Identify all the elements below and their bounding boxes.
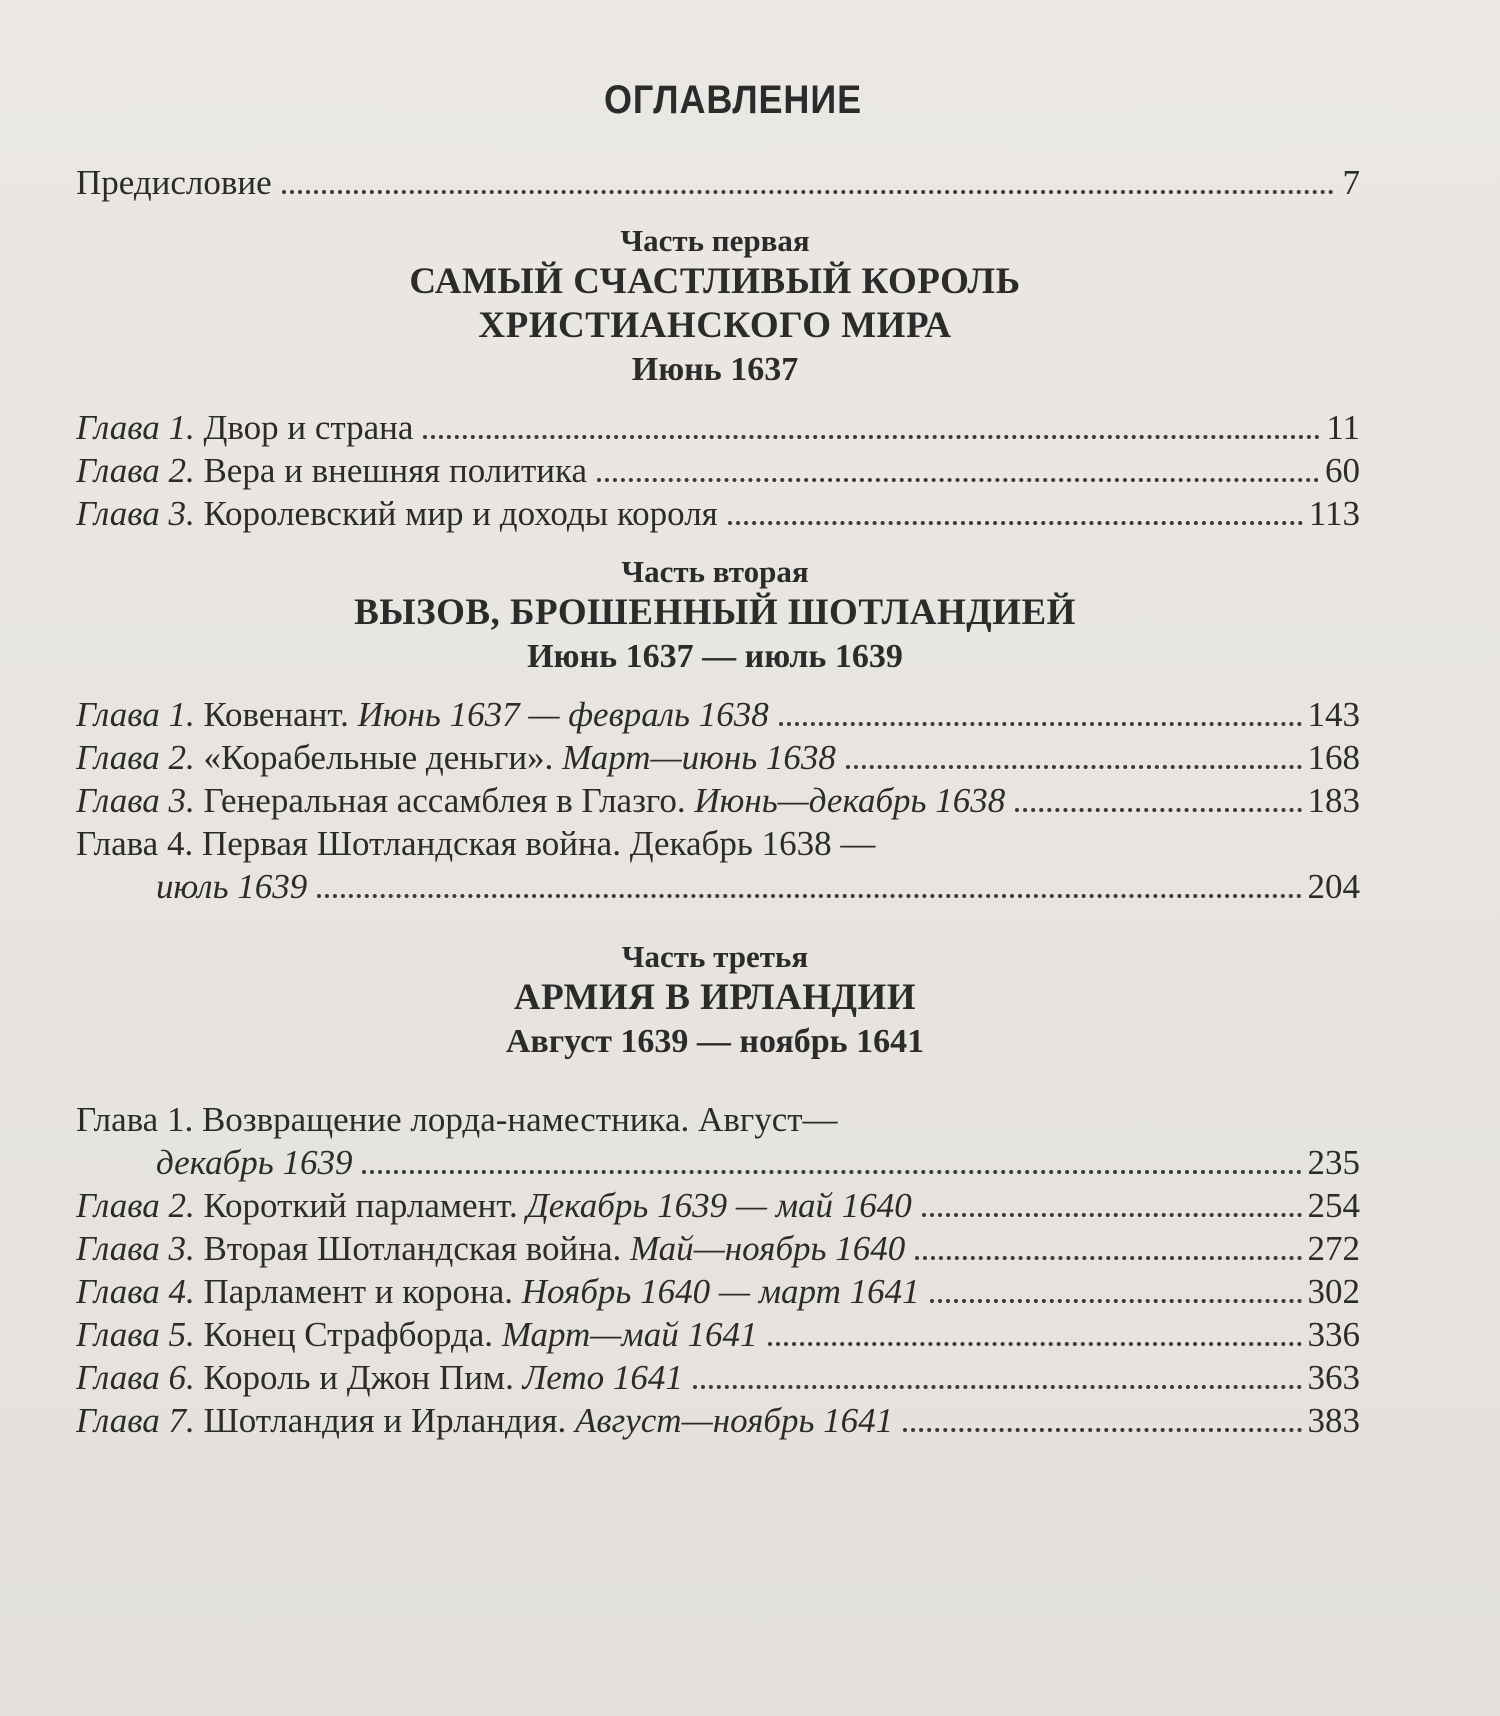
part-one: [70, 222, 1360, 535]
entry-title: Предисловие: [76, 163, 272, 202]
entry-date: Август—ноябрь 1641: [575, 1401, 894, 1440]
entry-title: Генеральная ассамблея в Глазго.: [203, 781, 686, 820]
page-number: 254: [1307, 1186, 1360, 1225]
toc-entry[interactable]: [70, 1227, 1360, 1270]
entry-title: Вторая Шотландская война.: [203, 1229, 622, 1268]
toc-entry[interactable]: [70, 1313, 1360, 1356]
toc-entry[interactable]: [70, 736, 1360, 779]
dot-leader: [423, 435, 1320, 439]
toc-entry[interactable]: [70, 492, 1360, 535]
toc-entry[interactable]: [70, 1399, 1360, 1442]
chapter-label: Глава 2.: [76, 1186, 195, 1225]
part-title-line: ВЫЗОВ, БРОШЕННЫЙ ШОТЛАНДИЕЙ: [354, 592, 1076, 633]
page-number: 302: [1307, 1272, 1360, 1311]
entry-title: Двор и страна: [203, 408, 414, 447]
chapter-label: Глава 4.: [76, 1272, 195, 1311]
toc-entry[interactable]: [70, 1356, 1360, 1399]
dot-leader: [1015, 808, 1301, 812]
toc-entry[interactable]: [70, 1184, 1360, 1227]
toc-entry[interactable]: [70, 1270, 1360, 1313]
dot-leader: [930, 1299, 1302, 1303]
chapter-label: Глава 4.: [76, 824, 194, 863]
part-label: Часть первая: [620, 223, 810, 258]
chapter-label: Глава 2.: [76, 451, 195, 490]
part-title-line: САМЫЙ СЧАСТЛИВЫЙ КОРОЛЬ: [409, 261, 1021, 302]
entry-date: Июнь—декабрь 1638: [694, 781, 1006, 820]
toc-entry[interactable]: [70, 693, 1360, 736]
page-number: 272: [1307, 1229, 1360, 1268]
entry-date-continued: декабрь 1639: [156, 1143, 353, 1182]
entry-title: Шотландия и Ирландия.: [203, 1401, 567, 1440]
page-number: 183: [1307, 781, 1360, 820]
entry-date: Март—май 1641: [501, 1315, 758, 1354]
toc-entry[interactable]: [70, 449, 1360, 492]
entry-date: Август—: [698, 1100, 838, 1139]
part-subtitle: Июнь 1637: [631, 351, 799, 388]
page-number: 168: [1307, 738, 1360, 777]
chapter-label: Глава 3.: [76, 781, 195, 820]
entry-date: Май—ноябрь 1640: [630, 1229, 906, 1268]
page-number: 113: [1308, 494, 1360, 533]
dot-leader: [362, 1170, 1301, 1174]
page-number: 60: [1325, 451, 1360, 490]
entry-date: Ноябрь 1640 — март 1641: [521, 1272, 920, 1311]
chapter-label: Глава 7.: [76, 1401, 195, 1440]
entry-title: Ковенант.: [203, 695, 349, 734]
entry-title: «Корабельные деньги».: [203, 738, 554, 777]
entry-title: Королевский мир и доходы короля: [203, 494, 718, 533]
part-three: [70, 938, 1360, 1442]
toc-entry[interactable]: [70, 406, 1360, 449]
entry-title: Парламент и корона.: [203, 1272, 513, 1311]
page-number: 363: [1307, 1358, 1360, 1397]
page-title: ОГЛАВЛЕНИЕ: [603, 78, 863, 122]
part-subtitle: Август 1639 — ноябрь 1641: [505, 1023, 925, 1060]
entry-title: Конец Страфборда.: [203, 1315, 494, 1354]
dot-leader: [779, 722, 1302, 726]
chapter-label: Глава 1.: [76, 1100, 194, 1139]
page-number: 11: [1326, 408, 1360, 447]
page-number: 204: [1307, 867, 1360, 906]
chapter-label: Глава 6.: [76, 1358, 195, 1397]
dot-leader: [728, 521, 1303, 525]
chapter-label: Глава 1.: [76, 408, 195, 447]
dot-leader: [846, 765, 1302, 769]
dot-leader: [903, 1428, 1301, 1432]
chapter-label: Глава 3.: [76, 1229, 195, 1268]
toc-entry-preface[interactable]: [70, 161, 1360, 204]
dot-leader: [693, 1385, 1302, 1389]
chapter-label: Глава 3.: [76, 494, 195, 533]
page-number: 383: [1307, 1401, 1360, 1440]
entry-date-continued: июль 1639: [156, 867, 308, 906]
chapter-label: Глава 2.: [76, 738, 195, 777]
page-number: 336: [1307, 1315, 1360, 1354]
entry-title: Возвращение лорда-наместника.: [201, 1100, 690, 1139]
entry-title: Первая Шотландская война.: [201, 824, 621, 863]
part-title-line: ХРИСТИАНСКОГО МИРА: [478, 305, 952, 346]
dot-leader: [922, 1213, 1302, 1217]
entry-title: Короткий парламент.: [203, 1186, 518, 1225]
entry-date: Март—июнь 1638: [562, 738, 836, 777]
entry-title: Вера и внешняя политика: [203, 451, 588, 490]
part-label: Часть третья: [621, 939, 809, 974]
dot-leader: [915, 1256, 1301, 1260]
entry-date: Декабрь 1638 —: [629, 824, 876, 863]
entry-date: Июнь 1637 — февраль 1638: [357, 695, 769, 734]
page-number: 143: [1307, 695, 1360, 734]
toc-entry[interactable]: [70, 1098, 1360, 1184]
chapter-label: Глава 5.: [76, 1315, 195, 1354]
dot-leader: [282, 190, 1334, 194]
entry-title: Король и Джон Пим.: [203, 1358, 514, 1397]
part-two: [70, 553, 1360, 908]
dot-leader: [597, 478, 1319, 482]
part-label: Часть вторая: [621, 554, 809, 589]
dot-leader: [768, 1342, 1302, 1346]
page-number: 235: [1307, 1143, 1360, 1182]
toc-entry[interactable]: [70, 822, 1360, 908]
toc-entry[interactable]: [70, 779, 1360, 822]
dot-leader: [317, 894, 1301, 898]
part-title-line: АРМИЯ В ИРЛАНДИИ: [513, 977, 917, 1018]
entry-date: Декабрь 1639 — май 1640: [526, 1186, 912, 1225]
chapter-label: Глава 1.: [76, 695, 195, 734]
page-number: 7: [1342, 163, 1360, 202]
entry-date: Лето 1641: [522, 1358, 683, 1397]
part-subtitle: Июнь 1637 — июль 1639: [527, 638, 903, 675]
